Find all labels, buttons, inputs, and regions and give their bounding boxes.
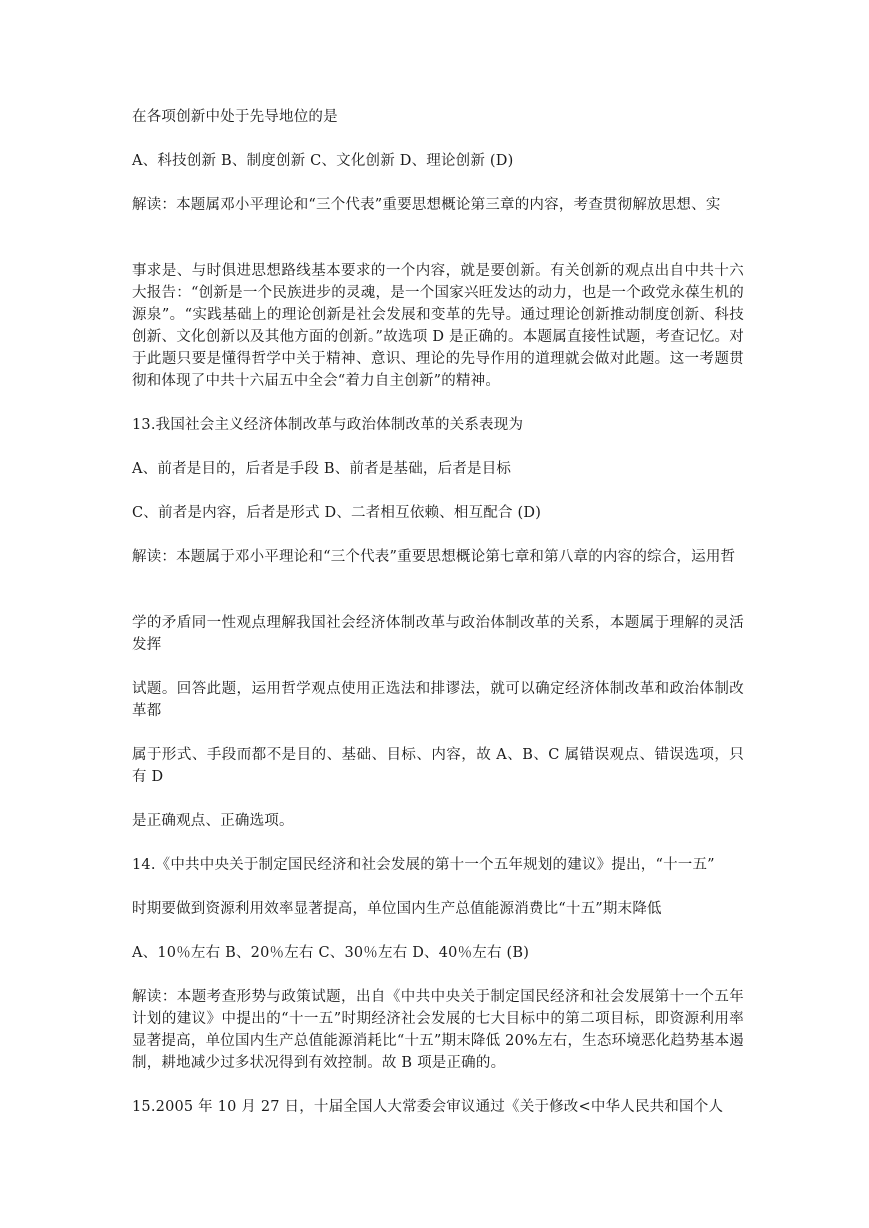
question-14-explanation: 解读：本题考查形势与政策试题，出自《中共中央关于制定国民经济和社会发展第十一个五年计划的建议》中提出的“十一五”时期经济社会发展的七大目标中的第二项目标，即资源利用率显著提高，单位国内生产总值能源消耗比“十五”期末降低 20%左右，生态环境恶化趋势基本遏制，耕地减少过多状况得到有效控制。故 B 项是正确的。 [132,989,744,1071]
question-14-options: A、10％左右 B、20％左右 C、30％左右 D、40％左右 (B) [132,945,530,961]
question-13-options-ab: A、前者是目的，后者是手段 B、前者是基础，后者是目标 [132,461,512,477]
question-14-stem-1: 14.《中共中央关于制定国民经济和社会发展的第十一个五年规划的建议》提出，“十一五” [132,857,715,873]
question-13-options-cd: C、前者是内容，后者是形式 D、二者相互依赖、相互配合 (D) [132,505,542,521]
question-13-explanation-3: 试题。回答此题，运用哲学观点使用正选法和排谬法，就可以确定经济体制改革和政治体制改革都 [132,681,744,719]
question-13-explanation-2: 学的矛盾同一性观点理解我国社会经济体制改革与政治体制改革的关系，本题属于理解的灵活发挥 [132,615,744,653]
question-14-stem-2: 时期要做到资源利用效率显著提高，单位国内生产总值能源消费比“十五”期末降低 [132,901,662,917]
question-12-options: A、科技创新 B、制度创新 C、文化创新 D、理论创新 (D) [132,153,514,169]
question-13-stem: 13.我国社会主义经济体制改革与政治体制改革的关系表现为 [132,417,524,433]
question-12-explanation-start: 解读：本题属邓小平理论和“三个代表”重要思想概论第三章的内容，考查贯彻解放思想、实 [132,197,721,213]
question-15-stem: 15.2005 年 10 月 27 日，十届全国人大常委会审议通过《关于修改<中华人民共和国个人 [132,1099,724,1115]
question-13-explanation-4: 属于形式、手段而都不是目的、基础、目标、内容，故 A、B、C 属错误观点、错误选项，只有 D [132,747,744,785]
question-12-explanation-body: 事求是、与时俱进思想路线基本要求的一个内容，就是要创新。有关创新的观点出自中共十六大报告：“创新是一个民族进步的灵魂，是一个国家兴旺发达的动力，也是一个政党永葆生机的源泉”。“实践基础上的理论创新是社会发展和变革的先导。通过理论创新推动制度创新、科技创新、文化创新以及其他方面的创新。”故选项 D 是正确的。本题属直接性试题，考查记忆。对于此题只要是懂得哲学中关于精神、意识、理论的先导作用的道理就会做对此题。这一考题贯彻和体现了中共十六届五中全会“着力自主创新”的精神。 [132,263,744,389]
question-13-explanation-5: 是正确观点、正确选项。 [132,813,294,829]
question-13-explanation-1: 解读：本题属于邓小平理论和“三个代表”重要思想概论第七章和第八章的内容的综合，运用哲 [132,549,736,565]
question-12-stem-end: 在各项创新中处于先导地位的是 [132,109,338,125]
